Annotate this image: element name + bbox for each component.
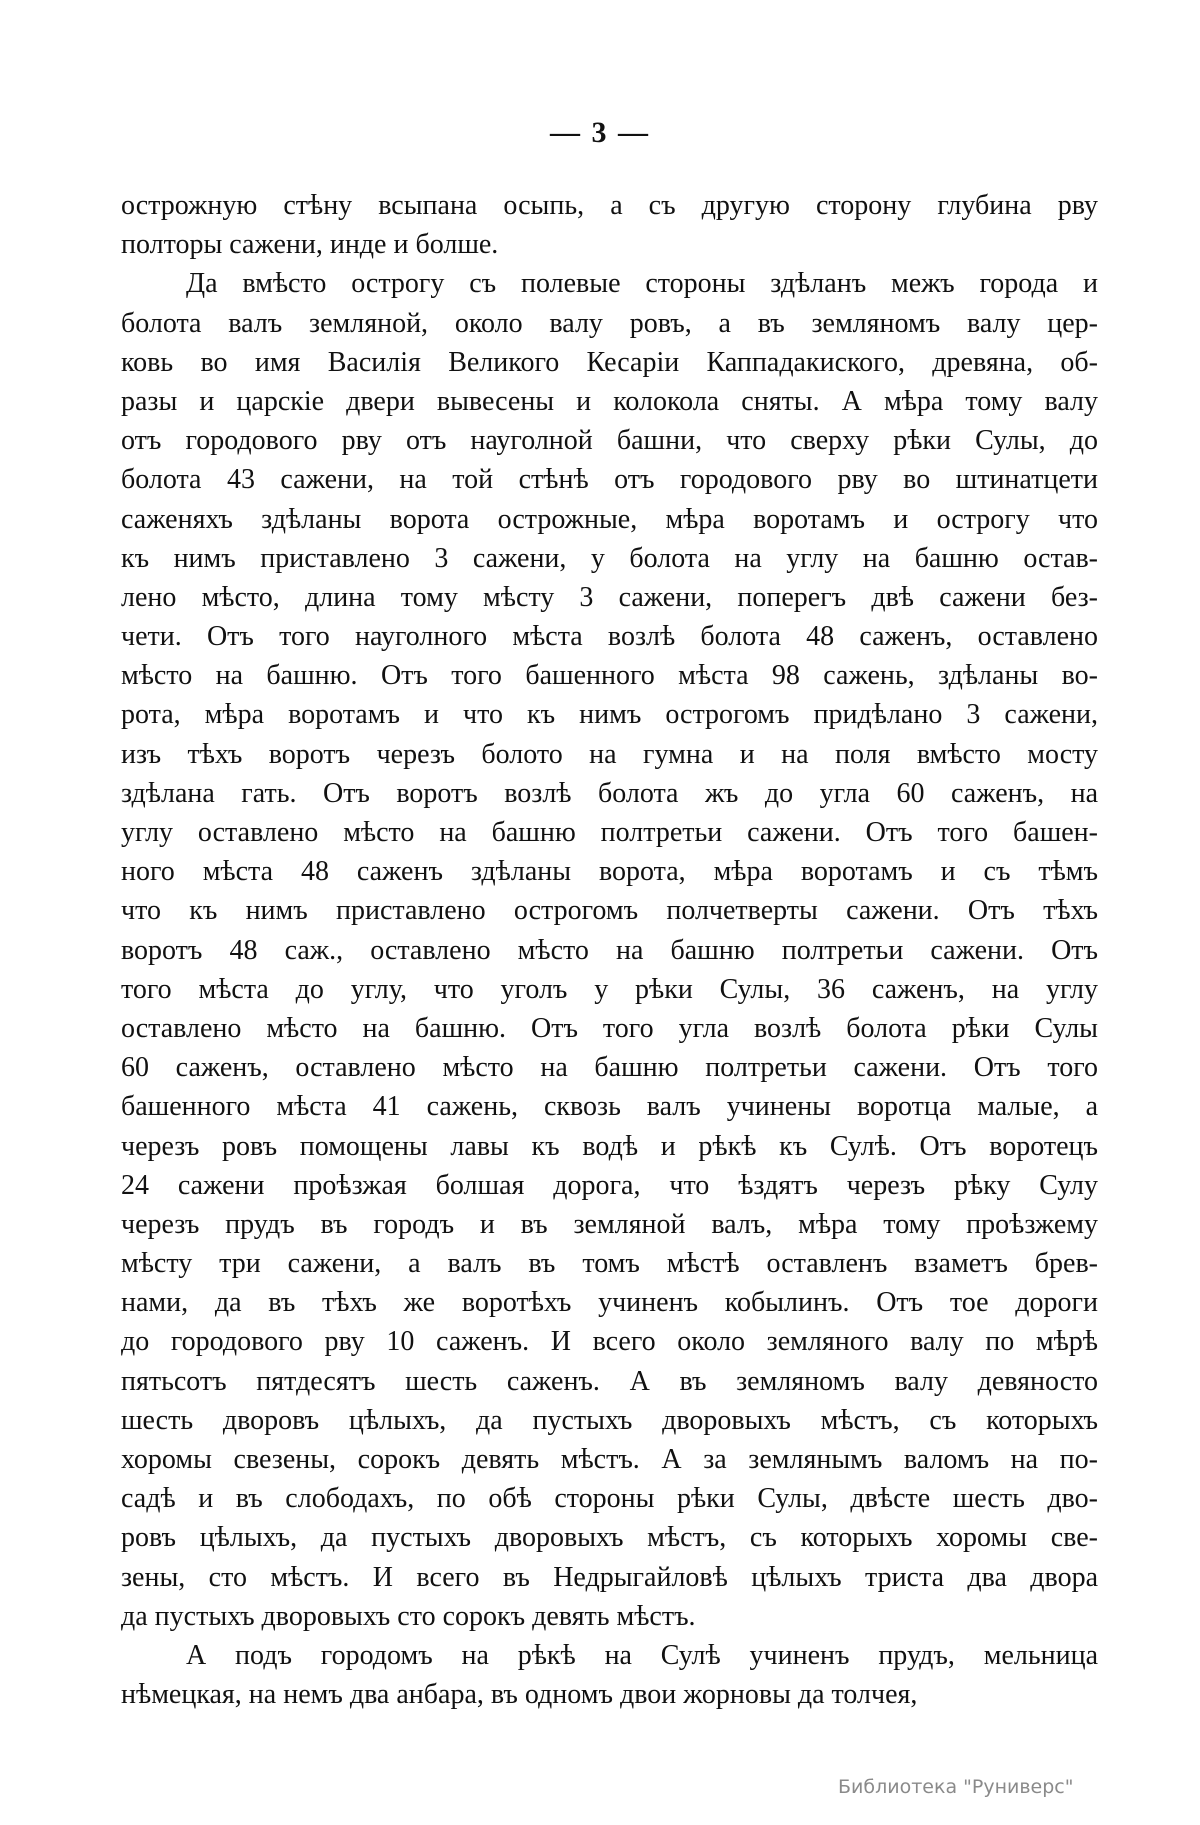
text-line: саженяхъ здѣланы ворота острожные, мѣра воротамъ и острогу что bbox=[121, 503, 1098, 535]
text-line: чети. Отъ того науголного мѣста возлѣ болота 48 саженъ, оставлено bbox=[121, 621, 1098, 653]
text-line: черезъ ровъ помощены лавы къ водѣ и рѣкѣ къ Сулѣ. Отъ воротецъ bbox=[121, 1130, 1098, 1162]
text-line: ровъ цѣлыхъ, да пустыхъ дворовыхъ мѣстъ, съ которыхъ хоромы све- bbox=[121, 1522, 1098, 1554]
text-line: воротъ 48 саж., оставлено мѣсто на башню полтретьи сажени. Отъ bbox=[121, 934, 1098, 966]
text-line: что къ нимъ приставлено острогомъ полчетверты сажени. Отъ тѣхъ bbox=[121, 895, 1098, 927]
text-line: 24 сажени проѣзжая болшая дорога, что ѣздятъ черезъ рѣку Сулу bbox=[121, 1169, 1098, 1201]
text-line: мѣсту три сажени, а валъ въ томъ мѣстѣ оставленъ взаметъ брев- bbox=[121, 1248, 1098, 1280]
text-line: зены, сто мѣстъ. И всего въ Недрыгайловѣ цѣлыхъ триста два двора bbox=[121, 1561, 1098, 1593]
text-line: оставлено мѣсто на башню. Отъ того угла возлѣ болота рѣки Сулы bbox=[121, 1012, 1098, 1044]
text-line: изъ тѣхъ воротъ черезъ болото на гумна и на поля вмѣсто мосту bbox=[121, 738, 1098, 770]
text-line: отъ городового рву отъ науголной башни, что сверху рѣки Сулы, до bbox=[121, 425, 1098, 457]
text-line: 60 саженъ, оставлено мѣсто на башню полтретьи сажени. Отъ того bbox=[121, 1052, 1098, 1084]
text-line: мѣсто на башню. Отъ того башенного мѣста 98 сажень, здѣланы во- bbox=[121, 660, 1098, 692]
text-line: садѣ и въ слободахъ, по обѣ стороны рѣки Сулы, двѣсте шесть дво- bbox=[121, 1483, 1098, 1515]
text-line: хоромы свезены, сорокъ девять мѣстъ. А за землянымъ валомъ на по- bbox=[121, 1444, 1098, 1475]
text-line: нами, да въ тѣхъ же воротѣхъ учиненъ кобылинъ. Отъ тое дороги bbox=[121, 1287, 1098, 1319]
text-line: здѣлана гать. Отъ воротъ возлѣ болота жъ до угла 60 саженъ, на bbox=[121, 777, 1098, 809]
text-line: шесть дворовъ цѣлыхъ, да пустыхъ дворовыхъ мѣстъ, съ которыхъ bbox=[121, 1404, 1098, 1436]
text-line: да пустыхъ дворовыхъ сто сорокъ девять мѣстъ. bbox=[121, 1600, 696, 1632]
text-line: болота валъ земляной, около валу ровъ, а въ земляномъ валу цер- bbox=[121, 307, 1098, 339]
text-line: разы и царскіе двери вывесены и колокола сняты. А мѣра тому валу bbox=[121, 385, 1098, 417]
text-line: лено мѣсто, длина тому мѣсту 3 сажени, поперегъ двѣ сажени без- bbox=[121, 581, 1098, 613]
text-line: Да вмѣсто острогу съ полевые стороны здѣланъ межъ города и bbox=[186, 268, 1098, 300]
text-line: къ нимъ приставлено 3 сажени, у болота на углу на башню остав- bbox=[121, 542, 1098, 574]
page-body-text bbox=[121, 186, 1098, 1714]
text-line: ного мѣста 48 саженъ здѣланы ворота, мѣра воротамъ и съ тѣмъ bbox=[121, 856, 1098, 888]
page-number: — 3 — bbox=[550, 116, 650, 149]
text-line: углу оставлено мѣсто на башню полтретьи сажени. Отъ того башен- bbox=[121, 817, 1098, 848]
library-watermark: Библиотека "Руниверс" bbox=[838, 1776, 1074, 1798]
text-line: пятьсотъ пятдесятъ шесть саженъ. А въ земляномъ валу девяносто bbox=[121, 1365, 1098, 1397]
text-line: башенного мѣста 41 сажень, сквозь валъ учинены воротца малые, а bbox=[121, 1091, 1098, 1123]
text-line: нѣмецкая, на немъ два анбара, въ одномъ двои жорновы да толчея, bbox=[121, 1679, 918, 1711]
text-line: черезъ прудъ въ городъ и въ земляной валъ, мѣра тому проѣзжему bbox=[121, 1208, 1098, 1240]
text-line: А подъ городомъ на рѣкѣ на Сулѣ учиненъ прудъ, мельница bbox=[186, 1639, 1098, 1671]
text-line: рота, мѣра воротамъ и что къ нимъ острогомъ придѣлано 3 сажени, bbox=[121, 699, 1098, 731]
text-line: острожную стѣну всыпана осыпь, а съ другую сторону глубина рву bbox=[121, 190, 1098, 221]
text-line: ковь во имя Василія Великого Кесаріи Каппадакиского, древяна, об- bbox=[121, 346, 1098, 378]
text-line: до городового рву 10 саженъ. И всего около земляного валу по мѣрѣ bbox=[121, 1326, 1098, 1358]
text-line: того мѣста до углу, что уголъ у рѣки Сулы, 36 саженъ, на углу bbox=[121, 973, 1098, 1005]
text-line: полторы сажени, инде и болше. bbox=[121, 229, 499, 261]
text-line: болота 43 сажени, на той стѣнѣ отъ городового рву во штинатцети bbox=[121, 464, 1098, 496]
